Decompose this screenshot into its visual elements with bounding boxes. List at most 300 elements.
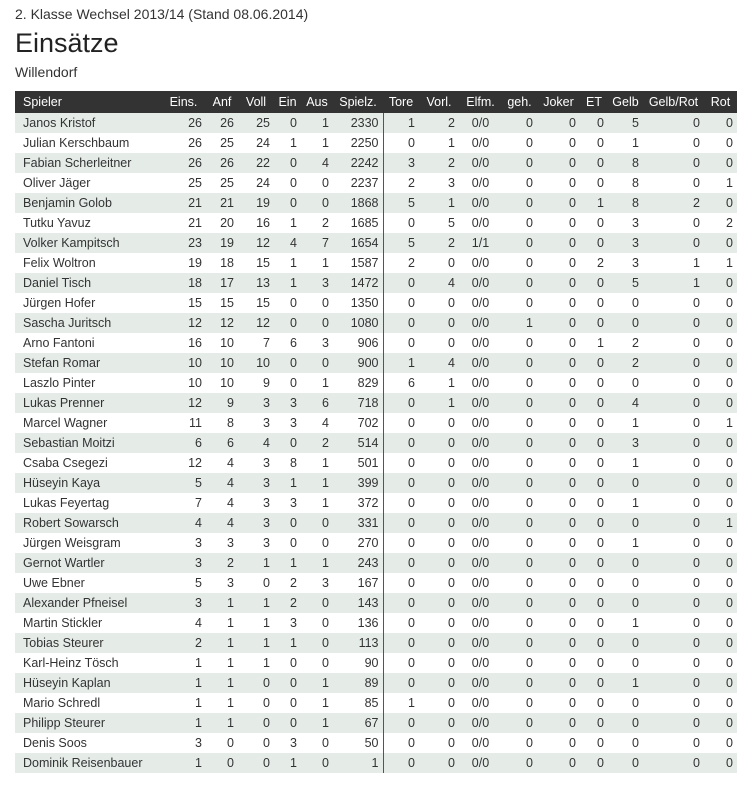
stat-cell: 0 bbox=[408, 736, 415, 750]
stat-cell: 0 bbox=[726, 536, 733, 550]
stat-cell: 7 bbox=[195, 496, 202, 510]
stat-cell: 0 bbox=[597, 316, 604, 330]
stat-cell: 0 bbox=[526, 756, 533, 770]
stat-cell: 0 bbox=[448, 296, 455, 310]
stat-cell: 0 bbox=[597, 736, 604, 750]
stat-cell: 3 bbox=[632, 256, 639, 270]
stat-cell: 67 bbox=[333, 713, 383, 733]
stat-cell: 1 bbox=[227, 656, 234, 670]
stat-cell: 0/0 bbox=[471, 516, 490, 530]
stat-cell: 0 bbox=[693, 376, 700, 390]
table-row bbox=[15, 633, 737, 653]
stat-cell: 2 bbox=[632, 356, 639, 370]
stat-cell: 0 bbox=[693, 456, 700, 470]
stat-cell: 0 bbox=[448, 556, 455, 570]
stat-cell: 0 bbox=[693, 156, 700, 170]
stat-cell: 2 bbox=[448, 156, 455, 170]
stat-cell: 1 bbox=[333, 753, 383, 773]
player-name-cell: Denis Soos bbox=[23, 736, 87, 750]
player-name-cell: Laszlo Pinter bbox=[23, 376, 96, 390]
stat-cell: 1 bbox=[408, 696, 415, 710]
stat-cell: 0 bbox=[322, 356, 329, 370]
stat-cell: 12 bbox=[188, 456, 202, 470]
stat-cell: 0 bbox=[408, 676, 415, 690]
stat-cell: 3 bbox=[263, 496, 270, 510]
stat-cell: 0 bbox=[526, 276, 533, 290]
stat-cell: 718 bbox=[333, 393, 383, 413]
table-row bbox=[15, 113, 737, 133]
player-name-cell: Gernot Wartler bbox=[23, 556, 105, 570]
stat-cell: 0 bbox=[632, 576, 639, 590]
stat-cell: 1 bbox=[227, 696, 234, 710]
stat-cell: 0 bbox=[693, 476, 700, 490]
stat-cell: 1 bbox=[322, 116, 329, 130]
table-row bbox=[15, 513, 737, 533]
stat-cell: 20 bbox=[220, 216, 234, 230]
stat-cell: 0 bbox=[726, 476, 733, 490]
player-name-cell: Robert Sowarsch bbox=[23, 516, 119, 530]
stat-cell: 3 bbox=[632, 436, 639, 450]
stat-cell: 0 bbox=[693, 696, 700, 710]
stat-cell: 3 bbox=[263, 516, 270, 530]
stat-cell: 0 bbox=[322, 296, 329, 310]
stat-cell: 0/0 bbox=[471, 376, 490, 390]
stat-cell: 0 bbox=[726, 136, 733, 150]
stat-cell: 0 bbox=[448, 656, 455, 670]
stat-cell: 0 bbox=[526, 696, 533, 710]
stat-cell: 18 bbox=[220, 256, 234, 270]
stat-cell: 10 bbox=[220, 336, 234, 350]
stat-cell: 1 bbox=[322, 136, 329, 150]
stat-cell: 1587 bbox=[333, 253, 383, 273]
stat-cell: 0 bbox=[693, 636, 700, 650]
table-row bbox=[15, 373, 737, 393]
stat-cell: 143 bbox=[333, 593, 383, 613]
stat-cell: 0 bbox=[526, 156, 533, 170]
stat-cell: 0 bbox=[597, 296, 604, 310]
stat-cell: 0 bbox=[597, 616, 604, 630]
stat-cell: 0 bbox=[263, 696, 270, 710]
stat-cell: 2237 bbox=[333, 173, 383, 193]
stat-cell: 0 bbox=[290, 536, 297, 550]
stat-cell: 4 bbox=[227, 496, 234, 510]
stat-cell: 25 bbox=[256, 116, 270, 130]
table-row bbox=[15, 733, 737, 753]
stat-cell: 0 bbox=[322, 736, 329, 750]
stat-cell: 0 bbox=[569, 136, 576, 150]
stat-cell: 0 bbox=[526, 556, 533, 570]
stat-cell: 3 bbox=[195, 536, 202, 550]
stat-cell: 85 bbox=[333, 693, 383, 713]
stat-cell: 0 bbox=[322, 196, 329, 210]
stat-cell: 0 bbox=[693, 136, 700, 150]
stat-cell: 1 bbox=[408, 356, 415, 370]
stat-cell: 0 bbox=[569, 536, 576, 550]
stat-cell: 1 bbox=[726, 416, 733, 430]
stat-cell: 0 bbox=[597, 536, 604, 550]
stat-cell: 0 bbox=[569, 676, 576, 690]
player-name-cell: Dominik Reisenbauer bbox=[23, 756, 143, 770]
stat-cell: 0 bbox=[632, 596, 639, 610]
player-name-cell: Sascha Juritsch bbox=[23, 316, 112, 330]
stat-cell: 0/0 bbox=[471, 696, 490, 710]
player-name-cell: Fabian Scherleitner bbox=[23, 156, 132, 170]
stat-cell: 1 bbox=[263, 656, 270, 670]
stat-cell: 0 bbox=[693, 596, 700, 610]
stat-cell: 15 bbox=[220, 296, 234, 310]
stat-cell: 0 bbox=[632, 316, 639, 330]
stat-cell: 0 bbox=[569, 356, 576, 370]
stat-cell: 0 bbox=[569, 316, 576, 330]
stat-cell: 331 bbox=[333, 513, 383, 533]
stat-cell: 0 bbox=[569, 156, 576, 170]
stat-cell: 0 bbox=[448, 436, 455, 450]
stat-cell: 12 bbox=[256, 316, 270, 330]
stat-cell: 0 bbox=[693, 556, 700, 570]
stat-cell: 0 bbox=[726, 296, 733, 310]
stat-cell: 19 bbox=[188, 256, 202, 270]
stat-cell: 0/0 bbox=[471, 176, 490, 190]
team-name: Willendorf bbox=[15, 64, 78, 80]
stat-cell: 1 bbox=[726, 256, 733, 270]
stat-cell: 4 bbox=[195, 516, 202, 530]
stat-cell: 1 bbox=[290, 256, 297, 270]
stat-cell: 0 bbox=[526, 536, 533, 550]
stat-cell: 17 bbox=[220, 276, 234, 290]
stat-cell: 0 bbox=[693, 236, 700, 250]
stat-cell: 0 bbox=[290, 316, 297, 330]
stat-cell: 26 bbox=[220, 116, 234, 130]
stat-cell: 0 bbox=[526, 736, 533, 750]
stat-cell: 0 bbox=[632, 736, 639, 750]
stat-cell: 0 bbox=[597, 496, 604, 510]
stat-cell: 0 bbox=[448, 256, 455, 270]
stat-cell: 0 bbox=[597, 276, 604, 290]
stat-cell: 4 bbox=[632, 396, 639, 410]
stat-cell: 8 bbox=[227, 416, 234, 430]
stat-cell: 0/0 bbox=[471, 136, 490, 150]
stat-cell: 0 bbox=[526, 616, 533, 630]
player-name-cell: Janos Kristof bbox=[23, 116, 96, 130]
player-name-cell: Marcel Wagner bbox=[23, 416, 108, 430]
stat-cell: 0 bbox=[693, 176, 700, 190]
stat-cell: 0 bbox=[726, 196, 733, 210]
stat-cell: 0/0 bbox=[471, 556, 490, 570]
stat-cell: 0 bbox=[263, 576, 270, 590]
stat-cell: 15 bbox=[256, 296, 270, 310]
stat-cell: 10 bbox=[220, 356, 234, 370]
stat-cell: 0 bbox=[448, 496, 455, 510]
stat-cell: 0/0 bbox=[471, 716, 490, 730]
stat-cell: 5 bbox=[408, 236, 415, 250]
stat-cell: 0 bbox=[408, 576, 415, 590]
player-name-cell: Lukas Feyertag bbox=[23, 496, 110, 510]
stat-cell: 0 bbox=[290, 356, 297, 370]
stat-cell: 0 bbox=[322, 616, 329, 630]
stat-cell: 2 bbox=[290, 596, 297, 610]
player-name-cell: Alexander Pfneisel bbox=[23, 596, 128, 610]
stat-cell: 0/0 bbox=[471, 276, 490, 290]
stat-cell: 0 bbox=[693, 716, 700, 730]
stat-cell: 0 bbox=[726, 616, 733, 630]
stat-cell: 7 bbox=[263, 336, 270, 350]
stat-cell: 1 bbox=[263, 596, 270, 610]
stat-cell: 0 bbox=[290, 116, 297, 130]
stat-cell: 0/0 bbox=[471, 656, 490, 670]
stat-cell: 3 bbox=[263, 476, 270, 490]
stat-cell: 12 bbox=[188, 316, 202, 330]
stat-cell: 0/0 bbox=[471, 736, 490, 750]
stat-cell: 12 bbox=[256, 236, 270, 250]
stat-cell: 3 bbox=[290, 416, 297, 430]
stat-cell: 2250 bbox=[333, 133, 383, 153]
stat-cell: 0 bbox=[526, 496, 533, 510]
stat-cell: 0 bbox=[322, 656, 329, 670]
stat-cell: 0 bbox=[693, 656, 700, 670]
table-row bbox=[15, 153, 737, 173]
stat-cell: 270 bbox=[333, 533, 383, 553]
stat-cell: 0 bbox=[632, 516, 639, 530]
column-header: Rot bbox=[710, 95, 731, 109]
stat-cell: 4 bbox=[263, 436, 270, 450]
stat-cell: 0 bbox=[726, 356, 733, 370]
stat-cell: 5 bbox=[632, 116, 639, 130]
table-row bbox=[15, 253, 737, 273]
stat-cell: 0 bbox=[569, 616, 576, 630]
stat-cell: 0/0 bbox=[471, 576, 490, 590]
stat-cell: 8 bbox=[632, 176, 639, 190]
player-name-cell: Volker Kampitsch bbox=[23, 236, 120, 250]
stat-cell: 24 bbox=[256, 176, 270, 190]
stat-cell: 0 bbox=[693, 116, 700, 130]
stat-cell: 0 bbox=[726, 496, 733, 510]
stat-cell: 0/0 bbox=[471, 616, 490, 630]
stat-cell: 0 bbox=[597, 156, 604, 170]
stat-cell: 4 bbox=[448, 356, 455, 370]
column-header: Elfm. bbox=[466, 95, 495, 109]
stat-cell: 1 bbox=[195, 756, 202, 770]
table-row bbox=[15, 393, 737, 413]
stat-cell: 23 bbox=[188, 236, 202, 250]
stat-cell: 0 bbox=[526, 116, 533, 130]
stat-cell: 0 bbox=[526, 636, 533, 650]
table-row bbox=[15, 713, 737, 733]
stat-cell: 0 bbox=[569, 596, 576, 610]
stat-cell: 1 bbox=[448, 396, 455, 410]
stat-cell: 0 bbox=[408, 436, 415, 450]
stat-cell: 0 bbox=[526, 716, 533, 730]
stat-cell: 1 bbox=[290, 556, 297, 570]
stat-cell: 0 bbox=[597, 176, 604, 190]
stat-cell: 1 bbox=[448, 196, 455, 210]
stat-cell: 4 bbox=[227, 456, 234, 470]
stat-cell: 0 bbox=[526, 356, 533, 370]
stat-cell: 2 bbox=[227, 556, 234, 570]
stat-cell: 0 bbox=[448, 676, 455, 690]
stat-cell: 1 bbox=[693, 256, 700, 270]
column-header: geh. bbox=[507, 95, 532, 109]
stat-cell: 0 bbox=[693, 616, 700, 630]
stat-cell: 0 bbox=[569, 196, 576, 210]
column-header: Gelb/Rot bbox=[648, 95, 699, 109]
stat-cell: 1 bbox=[322, 376, 329, 390]
stat-cell: 10 bbox=[188, 356, 202, 370]
stat-cell: 2 bbox=[408, 176, 415, 190]
stat-cell: 0 bbox=[726, 736, 733, 750]
column-header: Eins. bbox=[169, 95, 198, 109]
stat-cell: 4 bbox=[322, 416, 329, 430]
stat-cell: 0/0 bbox=[471, 756, 490, 770]
stat-cell: 0/0 bbox=[471, 476, 490, 490]
stat-cell: 1 bbox=[195, 676, 202, 690]
stat-cell: 0 bbox=[322, 756, 329, 770]
stat-cell: 0 bbox=[448, 616, 455, 630]
stat-cell: 0 bbox=[597, 416, 604, 430]
stat-cell: 0 bbox=[526, 376, 533, 390]
stat-cell: 0 bbox=[569, 116, 576, 130]
stat-cell: 0 bbox=[448, 716, 455, 730]
stat-cell: 21 bbox=[188, 216, 202, 230]
stat-cell: 0 bbox=[322, 316, 329, 330]
stat-cell: 0 bbox=[569, 416, 576, 430]
stat-cell: 0 bbox=[597, 516, 604, 530]
stat-cell: 26 bbox=[188, 116, 202, 130]
stat-cell: 25 bbox=[188, 176, 202, 190]
stat-cell: 4 bbox=[227, 476, 234, 490]
stat-cell: 0/0 bbox=[471, 356, 490, 370]
stat-cell: 3 bbox=[263, 456, 270, 470]
stat-cell: 11 bbox=[189, 416, 202, 430]
stat-cell: 0/0 bbox=[471, 636, 490, 650]
stat-cell: 0 bbox=[597, 756, 604, 770]
stat-cell: 0 bbox=[569, 176, 576, 190]
player-name-cell: Karl-Heinz Tösch bbox=[23, 656, 119, 670]
stat-cell: 8 bbox=[290, 456, 297, 470]
stat-cell: 1 bbox=[195, 656, 202, 670]
stat-cell: 0 bbox=[693, 316, 700, 330]
stat-cell: 3 bbox=[322, 276, 329, 290]
stat-cell: 0/0 bbox=[471, 436, 490, 450]
stat-cell: 1 bbox=[227, 676, 234, 690]
stat-cell: 0 bbox=[632, 476, 639, 490]
stat-cell: 4 bbox=[448, 276, 455, 290]
stat-cell: 0 bbox=[448, 536, 455, 550]
stat-cell: 0 bbox=[322, 536, 329, 550]
stat-cell: 1 bbox=[693, 276, 700, 290]
column-header: Spieler bbox=[23, 95, 62, 109]
stat-cell: 0 bbox=[632, 556, 639, 570]
stat-cell: 3 bbox=[322, 576, 329, 590]
player-name-cell: Oliver Jäger bbox=[23, 176, 91, 190]
stat-cell: 0/0 bbox=[471, 256, 490, 270]
player-name-cell: Jürgen Weisgram bbox=[23, 536, 121, 550]
stat-cell: 0 bbox=[448, 516, 455, 530]
stat-cell: 4 bbox=[195, 616, 202, 630]
table-row bbox=[15, 553, 737, 573]
stat-cell: 2 bbox=[448, 116, 455, 130]
stat-cell: 0 bbox=[569, 716, 576, 730]
player-name-cell: Philipp Steurer bbox=[23, 716, 105, 730]
table-row bbox=[15, 653, 737, 673]
stat-cell: 1 bbox=[290, 476, 297, 490]
stat-cell: 1 bbox=[632, 676, 639, 690]
stat-cell: 0 bbox=[632, 296, 639, 310]
stat-cell: 10 bbox=[188, 376, 202, 390]
stat-cell: 1 bbox=[632, 616, 639, 630]
stat-cell: 1 bbox=[322, 456, 329, 470]
stat-cell: 2 bbox=[290, 576, 297, 590]
stat-cell: 0 bbox=[448, 416, 455, 430]
table-row bbox=[15, 273, 737, 293]
stat-cell: 136 bbox=[333, 613, 383, 633]
stat-cell: 0 bbox=[569, 476, 576, 490]
stat-cell: 0 bbox=[726, 556, 733, 570]
stat-cell: 0 bbox=[448, 456, 455, 470]
stat-cell: 5 bbox=[448, 216, 455, 230]
stat-cell: 22 bbox=[256, 156, 270, 170]
stat-cell: 0 bbox=[569, 216, 576, 230]
stat-cell: 19 bbox=[220, 236, 234, 250]
table-row bbox=[15, 753, 737, 773]
table-row bbox=[15, 353, 737, 373]
stat-cell: 0 bbox=[569, 736, 576, 750]
stat-cell: 0 bbox=[408, 616, 415, 630]
stat-cell: 2 bbox=[322, 216, 329, 230]
column-header: Joker bbox=[543, 95, 574, 109]
column-header: Ein bbox=[278, 95, 297, 109]
stat-cell: 0 bbox=[290, 376, 297, 390]
stat-cell: 0 bbox=[526, 476, 533, 490]
table-row bbox=[15, 213, 737, 233]
stat-cell: 0 bbox=[569, 556, 576, 570]
stat-cell: 0 bbox=[726, 636, 733, 650]
stat-cell: 0 bbox=[290, 696, 297, 710]
stat-cell: 0/0 bbox=[471, 416, 490, 430]
stat-cell: 0 bbox=[526, 336, 533, 350]
stat-cell: 0 bbox=[632, 376, 639, 390]
stat-cell: 1 bbox=[227, 616, 234, 630]
stat-cell: 0/0 bbox=[471, 196, 490, 210]
player-name-cell: Felix Woltron bbox=[23, 256, 96, 270]
stat-cell: 0 bbox=[448, 756, 455, 770]
stat-cell: 0 bbox=[726, 236, 733, 250]
stat-cell: 13 bbox=[256, 276, 270, 290]
stat-cell: 0 bbox=[597, 136, 604, 150]
stat-cell: 501 bbox=[333, 453, 383, 473]
stat-cell: 0 bbox=[290, 196, 297, 210]
stat-cell: 26 bbox=[188, 136, 202, 150]
stat-cell: 15 bbox=[256, 256, 270, 270]
stat-cell: 7 bbox=[322, 236, 329, 250]
table-row bbox=[15, 593, 737, 613]
stat-cell: 89 bbox=[333, 673, 383, 693]
stat-cell: 3 bbox=[195, 736, 202, 750]
stat-cell: 50 bbox=[333, 733, 383, 753]
stat-cell: 0 bbox=[526, 396, 533, 410]
stat-cell: 0 bbox=[448, 696, 455, 710]
column-header: Voll bbox=[245, 95, 267, 109]
stat-cell: 0 bbox=[726, 596, 733, 610]
stat-cell: 3 bbox=[227, 536, 234, 550]
stat-cell: 1 bbox=[227, 716, 234, 730]
stat-cell: 0 bbox=[569, 636, 576, 650]
player-name-cell: Daniel Tisch bbox=[23, 276, 92, 290]
stat-cell: 5 bbox=[195, 576, 202, 590]
stat-cell: 1 bbox=[726, 176, 733, 190]
stat-cell: 1868 bbox=[333, 193, 383, 213]
stat-cell: 0 bbox=[693, 436, 700, 450]
column-header: Aus bbox=[306, 95, 328, 109]
